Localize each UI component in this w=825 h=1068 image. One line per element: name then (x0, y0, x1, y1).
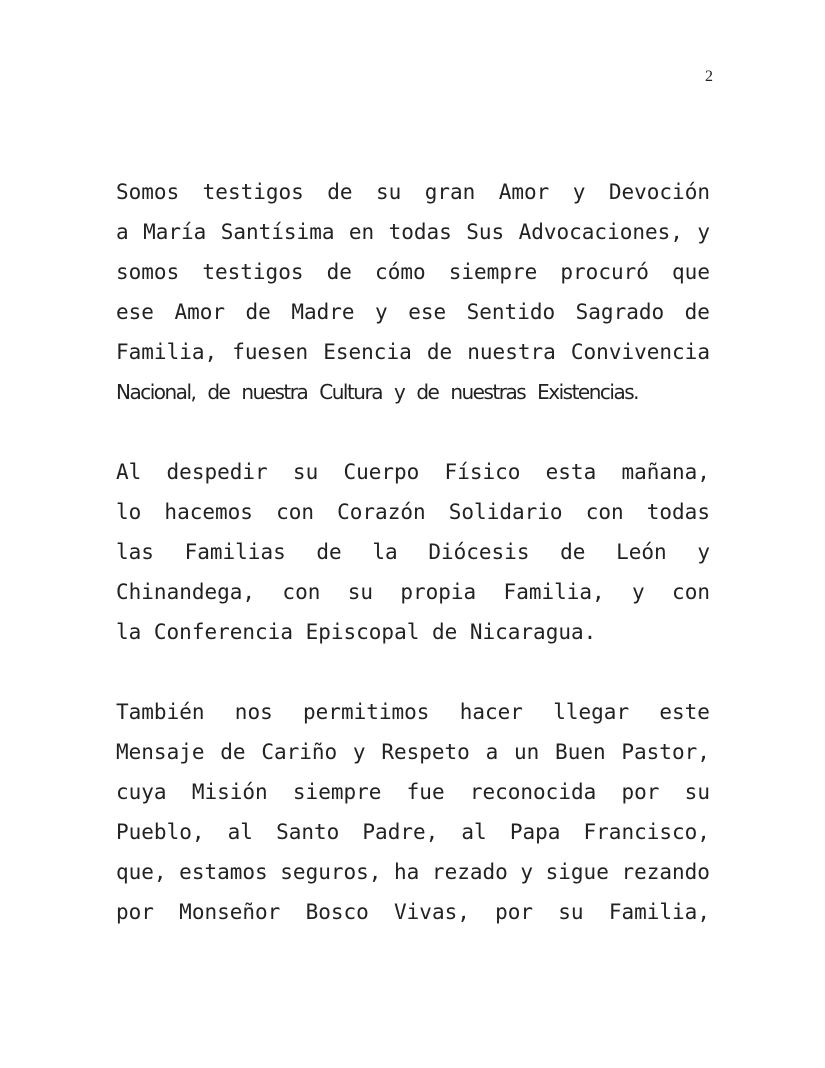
text-line: Pueblo, al Santo Padre, al Papa Francisco, (116, 820, 710, 844)
text-line: Nacional, de nuestra Cultura y de nuestras Existencias. (116, 380, 638, 404)
paragraph (116, 452, 710, 652)
paragraph (116, 692, 710, 932)
text-line: Chinandega, con su propia Familia, y con (116, 580, 710, 604)
text-line: a María Santísima en todas Sus Advocaciones, y (116, 220, 710, 244)
text-line: somos testigos de cómo siempre procuró que (116, 260, 710, 284)
document-body (116, 172, 710, 972)
text-line: Mensaje de Cariño y Respeto a un Buen Pastor, (116, 740, 710, 764)
text-line: ese Amor de Madre y ese Sentido Sagrado de (116, 300, 710, 324)
page-number: 2 (705, 68, 713, 85)
text-line: cuya Misión siempre fue reconocida por su (116, 780, 710, 804)
text-line: Al despedir su Cuerpo Físico esta mañana, (116, 460, 710, 484)
text-line: por Monseñor Bosco Vivas, por su Familia, (116, 900, 710, 924)
text-line: la Conferencia Episcopal de Nicaragua. (116, 620, 597, 644)
text-line: lo hacemos con Corazón Solidario con todas (116, 500, 710, 524)
text-line: Somos testigos de su gran Amor y Devoción (116, 180, 710, 204)
text-line: que, estamos seguros, ha rezado y sigue rezando (116, 860, 710, 884)
paragraph (116, 172, 710, 412)
text-line: También nos permitimos hacer llegar este (116, 700, 710, 724)
text-line: Familia, fuesen Esencia de nuestra Convivencia (116, 340, 710, 364)
text-line: las Familias de la Diócesis de León y (116, 540, 710, 564)
